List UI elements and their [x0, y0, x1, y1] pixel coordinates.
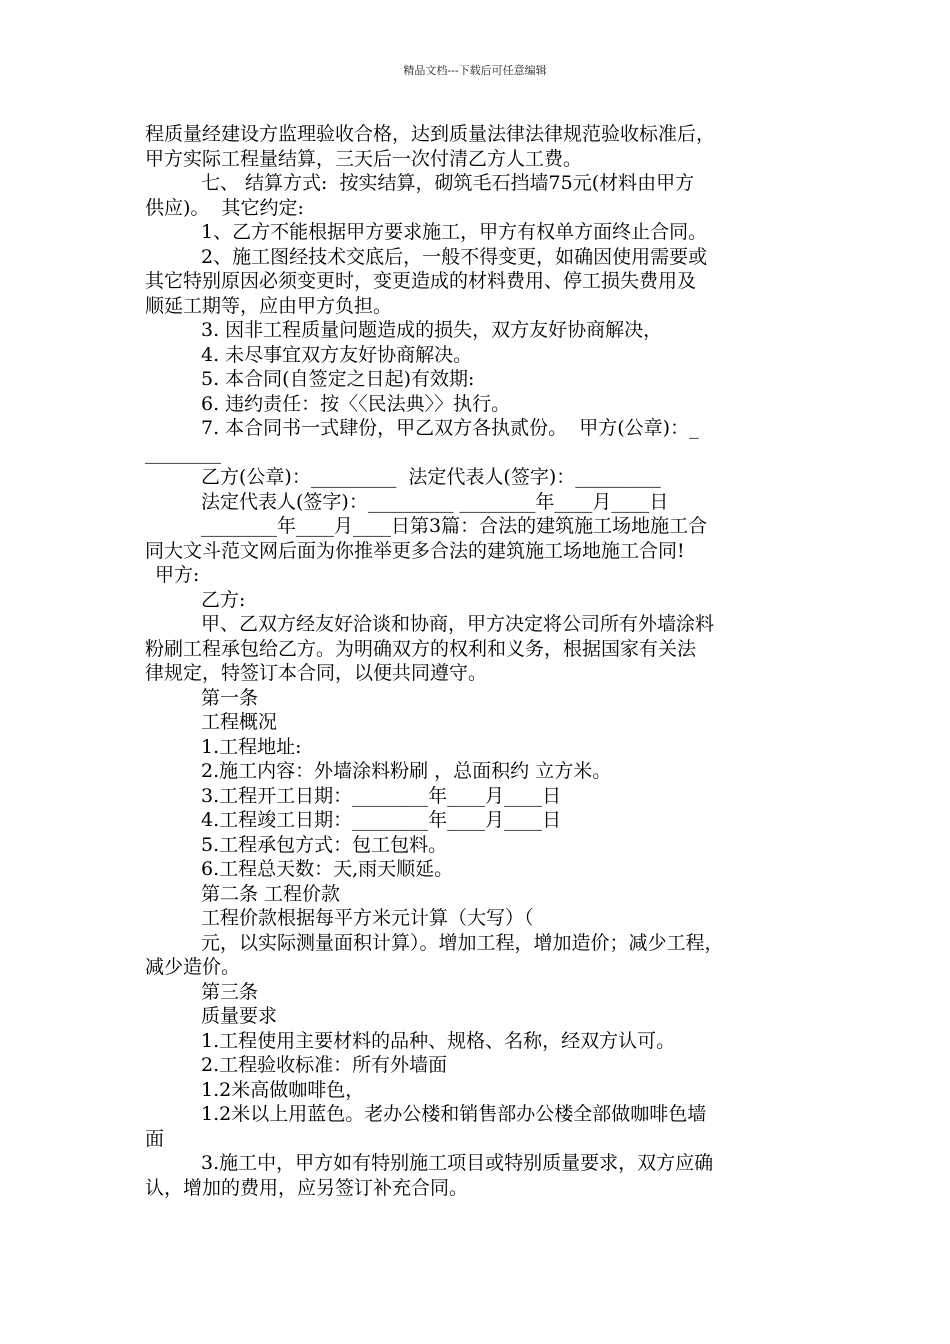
- text-line: 甲方:: [155, 564, 200, 586]
- text-line: 乙方:: [201, 588, 246, 611]
- text-line: 认，增加的费用，应另签订补充合同。: [145, 1176, 469, 1199]
- text-line: 乙方(公章)：_________ 法定代表人(签字)：_________: [201, 466, 661, 488]
- text-line: 5. 本合同(自签定之日起)有效期:: [201, 368, 475, 390]
- text-line: 第二条 工程价款: [201, 882, 341, 905]
- text-line: 程质量经建设方监理验收合格，达到质量法律法律规范验收标准后，: [145, 123, 716, 145]
- text-line: 2、施工图经技术交底后，一般不得变更，如确因使用需要或: [201, 245, 708, 268]
- text-line: ________: [145, 441, 221, 464]
- text-line: 甲、乙双方经友好洽谈和协商，甲方决定将公司所有外墙涂料: [201, 613, 715, 635]
- text-line: 七、 结算方式: 按实结算，砌筑毛石挡墙75元(材料由甲方: [201, 172, 695, 194]
- text-line: 4. 未尽事宜双方友好协商解决。: [201, 343, 473, 366]
- text-line: 2.工程验收标准：所有外墙面: [201, 1054, 448, 1076]
- text-line: 顺延工期等，应由甲方负担。: [145, 294, 393, 317]
- text-line: 1.工程使用主要材料的品种、规格、名称，经双方认可。: [201, 1029, 676, 1052]
- text-line: 法定代表人(签字)：_________ ________年____月____日: [201, 490, 669, 513]
- text-line: 粉刷工程承包给乙方。为明确双方的权利和义务，根据国家有关法: [145, 637, 697, 660]
- page-header: 精品文档---下载后可任意编辑: [403, 64, 547, 77]
- text-line: 6. 违约责任：按〈〈民法典〉〉执行。: [201, 392, 511, 415]
- text-line: 2.施工内容：外墙涂料粉刷 ，总面积约 立方米。: [201, 760, 612, 782]
- text-line: 供应)。 其它约定:: [145, 196, 304, 219]
- text-line: ________年____月____日第3篇：合法的建筑施工场地施工合: [201, 515, 708, 537]
- text-line: 工程概况: [201, 711, 278, 733]
- text-line: 3.工程开工日期：________年____月____日: [201, 784, 562, 807]
- text-line: 律规定，特签订本合同，以便共同遵守。: [145, 662, 488, 684]
- text-line: 1、乙方不能根据甲方要求施工，甲方有权单方面终止合同。: [201, 221, 708, 243]
- text-line: 4.工程竣工日期：________年____月____日: [201, 809, 562, 831]
- text-line: 3. 因非工程质量问题造成的损失，双方友好协商解决，: [201, 319, 663, 341]
- text-line: 5.工程承包方式：包工包料。: [201, 833, 448, 856]
- text-line: 元，以实际测量面积计算）。增加工程，增加造价；减少工程，: [201, 931, 724, 954]
- text-line: 工程价款根据每平方米元计算（大写）（: [201, 907, 534, 929]
- document-body: [145, 122, 825, 1200]
- text-line: 第一条: [201, 686, 259, 709]
- text-line: 1.2米以上用蓝色。老办公楼和销售部办公楼全部做咖啡色墙: [201, 1103, 707, 1125]
- text-line: 6.工程总天数：天,雨天顺延。: [201, 858, 454, 880]
- text-line: 1.工程地址:: [201, 735, 302, 758]
- text-line: 其它特别原因必须变更时，变更造成的材料费用、停工损失费用及: [145, 270, 697, 292]
- text-line: 同大文斗范文网后面为你推举更多合法的建筑施工场地施工合同!: [145, 539, 685, 562]
- text-line: 3.施工中，甲方如有特别施工项目或特别质量要求，双方应确: [201, 1152, 714, 1174]
- text-line: 面: [145, 1127, 165, 1150]
- text-line: 减少造价。: [145, 956, 241, 978]
- text-line: 质量要求: [201, 1005, 278, 1027]
- text-line: 1.2米高做咖啡色，: [201, 1078, 365, 1101]
- text-line: 甲方实际工程量结算，三天后一次付清乙方人工费。: [145, 147, 583, 170]
- text-line: 7. 本合同书一式肆份，甲乙双方各执贰份。 甲方(公章)：_: [201, 417, 699, 439]
- text-line: 第三条: [201, 980, 259, 1003]
